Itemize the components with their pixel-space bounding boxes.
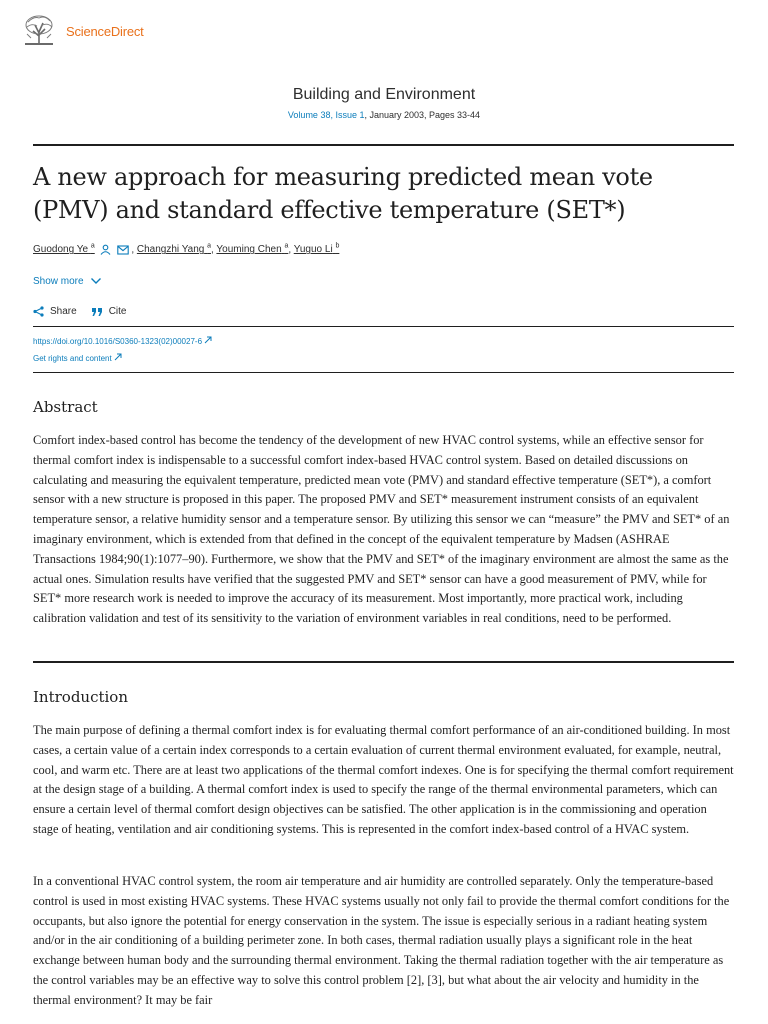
divider-line [33, 372, 734, 373]
article-title: A new approach for measuring predicted mean vote (PMV) and standard effective temperature (SET*) [33, 163, 653, 224]
abstract-text: Comfort index-based control has become the tendency of the development of new HVAC control systems, while an effective sensor for thermal comfort index is indispensable to a successful comfort index-based HVAC control system. Based on detailed discussions on calculating and measuring the equivalent temperature, predicted mean vote (PMV) and standard effective temperature (SET*), a comfort sensor with a new structure is proposed in this paper. The proposed PMV and SET* measurement instrument consists of an equivalent temperature sensor, a relative humidity sensor and a temperature sensor. By utilizing this sensor we can “measure” the PMV and SET* of an imaginary environment, which is extended from that defined in the concept of the equivalent temperature by Madsen (ASHRAE Transactions 1984;90(1):1077–90). Furthermore, we show that the PMV and SET* of the imaginary environment are almost the same as the actual ones. Simulation results have verified that the suggested PMV and SET* sensor can have a good measurement of PMV, while for SET* more research work is needed to improve the accuracy of its measurement. Most importantly, more practical work, including calibration validation and test of its sensitivity to the variation of environment variables in real conditions, need to be performed. [33, 433, 730, 626]
external-link-icon [204, 336, 212, 344]
share-label: Share [50, 306, 77, 317]
cite-label: Cite [108, 306, 127, 317]
external-link-icon [114, 353, 122, 361]
section-divider [33, 661, 734, 663]
introduction-heading: Introduction [33, 688, 128, 706]
divider-line [33, 326, 734, 327]
author-list: Guodong Ye $^a$ , Changzhi Yang $^a$, Youming Chen $^a$, Yuguo Li $^b$ [33, 243, 340, 256]
top-bar [0, 0, 768, 62]
volume-link[interactable]: Volume 38, Issue 1 [287, 110, 365, 120]
author-link-chen[interactable]: Youming Chen $^a$ [216, 243, 289, 256]
introduction-paragraph-2: In a conventional HVAC control system, the room air temperature and air humidity are controlled separately. Only the temperature-based control is used in most existing HVAC systems. These HVAC systems usually not only fail to provide the thermal comfort conditions for the occupants, but also ignore the potential for energy conservation in the system. The issue is especially serious in a radiant heating system and/or in the air conditioning of a building perimeter zone. In both cases, thermal radiation usually plays a significant role in the heat exchange between human body and the surrounding thermal environment. Taking the thermal radiation together with the air temperature as the control variables may be an effective way to solve this control problem [2], [3], but what about the air velocity and humidity in the thermal environment? It may be fair [33, 874, 730, 1007]
author-link-yang[interactable]: Changzhi Yang $^a$ [136, 243, 212, 256]
chevron-down-icon [90, 277, 102, 285]
author-link-li[interactable]: Yuguo Li $^b$ [293, 243, 340, 256]
doi-link[interactable] [33, 336, 212, 346]
header-divider [33, 144, 734, 146]
share-icon [33, 306, 44, 317]
share-cite-bar [33, 306, 126, 317]
author-link-ye[interactable]: Guodong Ye $^a$ [33, 243, 95, 256]
elsevier-tree-logo[interactable] [22, 14, 56, 46]
sciencedirect-logo[interactable]: ScienceDirect [66, 24, 144, 39]
abstract-heading: Abstract [33, 398, 98, 416]
quote-icon [91, 307, 103, 317]
volume-date-pages: , January 2003, Pages 33-44 [364, 110, 481, 120]
doi-text: https://doi.org/10.1016/S0360-1323(02)00027-6 [33, 337, 203, 346]
introduction-paragraph-1: The main purpose of defining a thermal comfort index is for evaluating thermal comfort performance of an air-conditioned building. In most cases, a certain value of a certain index corresponds to a certain evaluation of current thermal environment evaluated, for example, neutral, cool, and warm etc. There are at least two applications of the thermal comfort indexes. One is for specifying the thermal comfort requirement at the design stage of a building. A thermal comfort index is used to specify the range of the thermal environmental parameters, which can ensure a certain level of thermal comfort design objectives can be satisfied. The other application is in the commissioning and operation stage of heating, ventilation and air conditioning systems. This is represented in the comfort index-based control of a HVAC system. [33, 723, 734, 836]
volume-line [0, 110, 768, 120]
share-button[interactable] [33, 306, 77, 317]
email-icon[interactable] [117, 245, 129, 255]
rights-text: Get rights and content [33, 354, 112, 363]
journal-title[interactable]: Building and Environment [292, 86, 476, 103]
show-more-label: Show more [33, 276, 84, 287]
person-icon[interactable] [100, 244, 111, 255]
cite-button[interactable] [91, 306, 127, 317]
rights-link[interactable] [33, 353, 122, 363]
show-more-button[interactable] [33, 276, 102, 287]
